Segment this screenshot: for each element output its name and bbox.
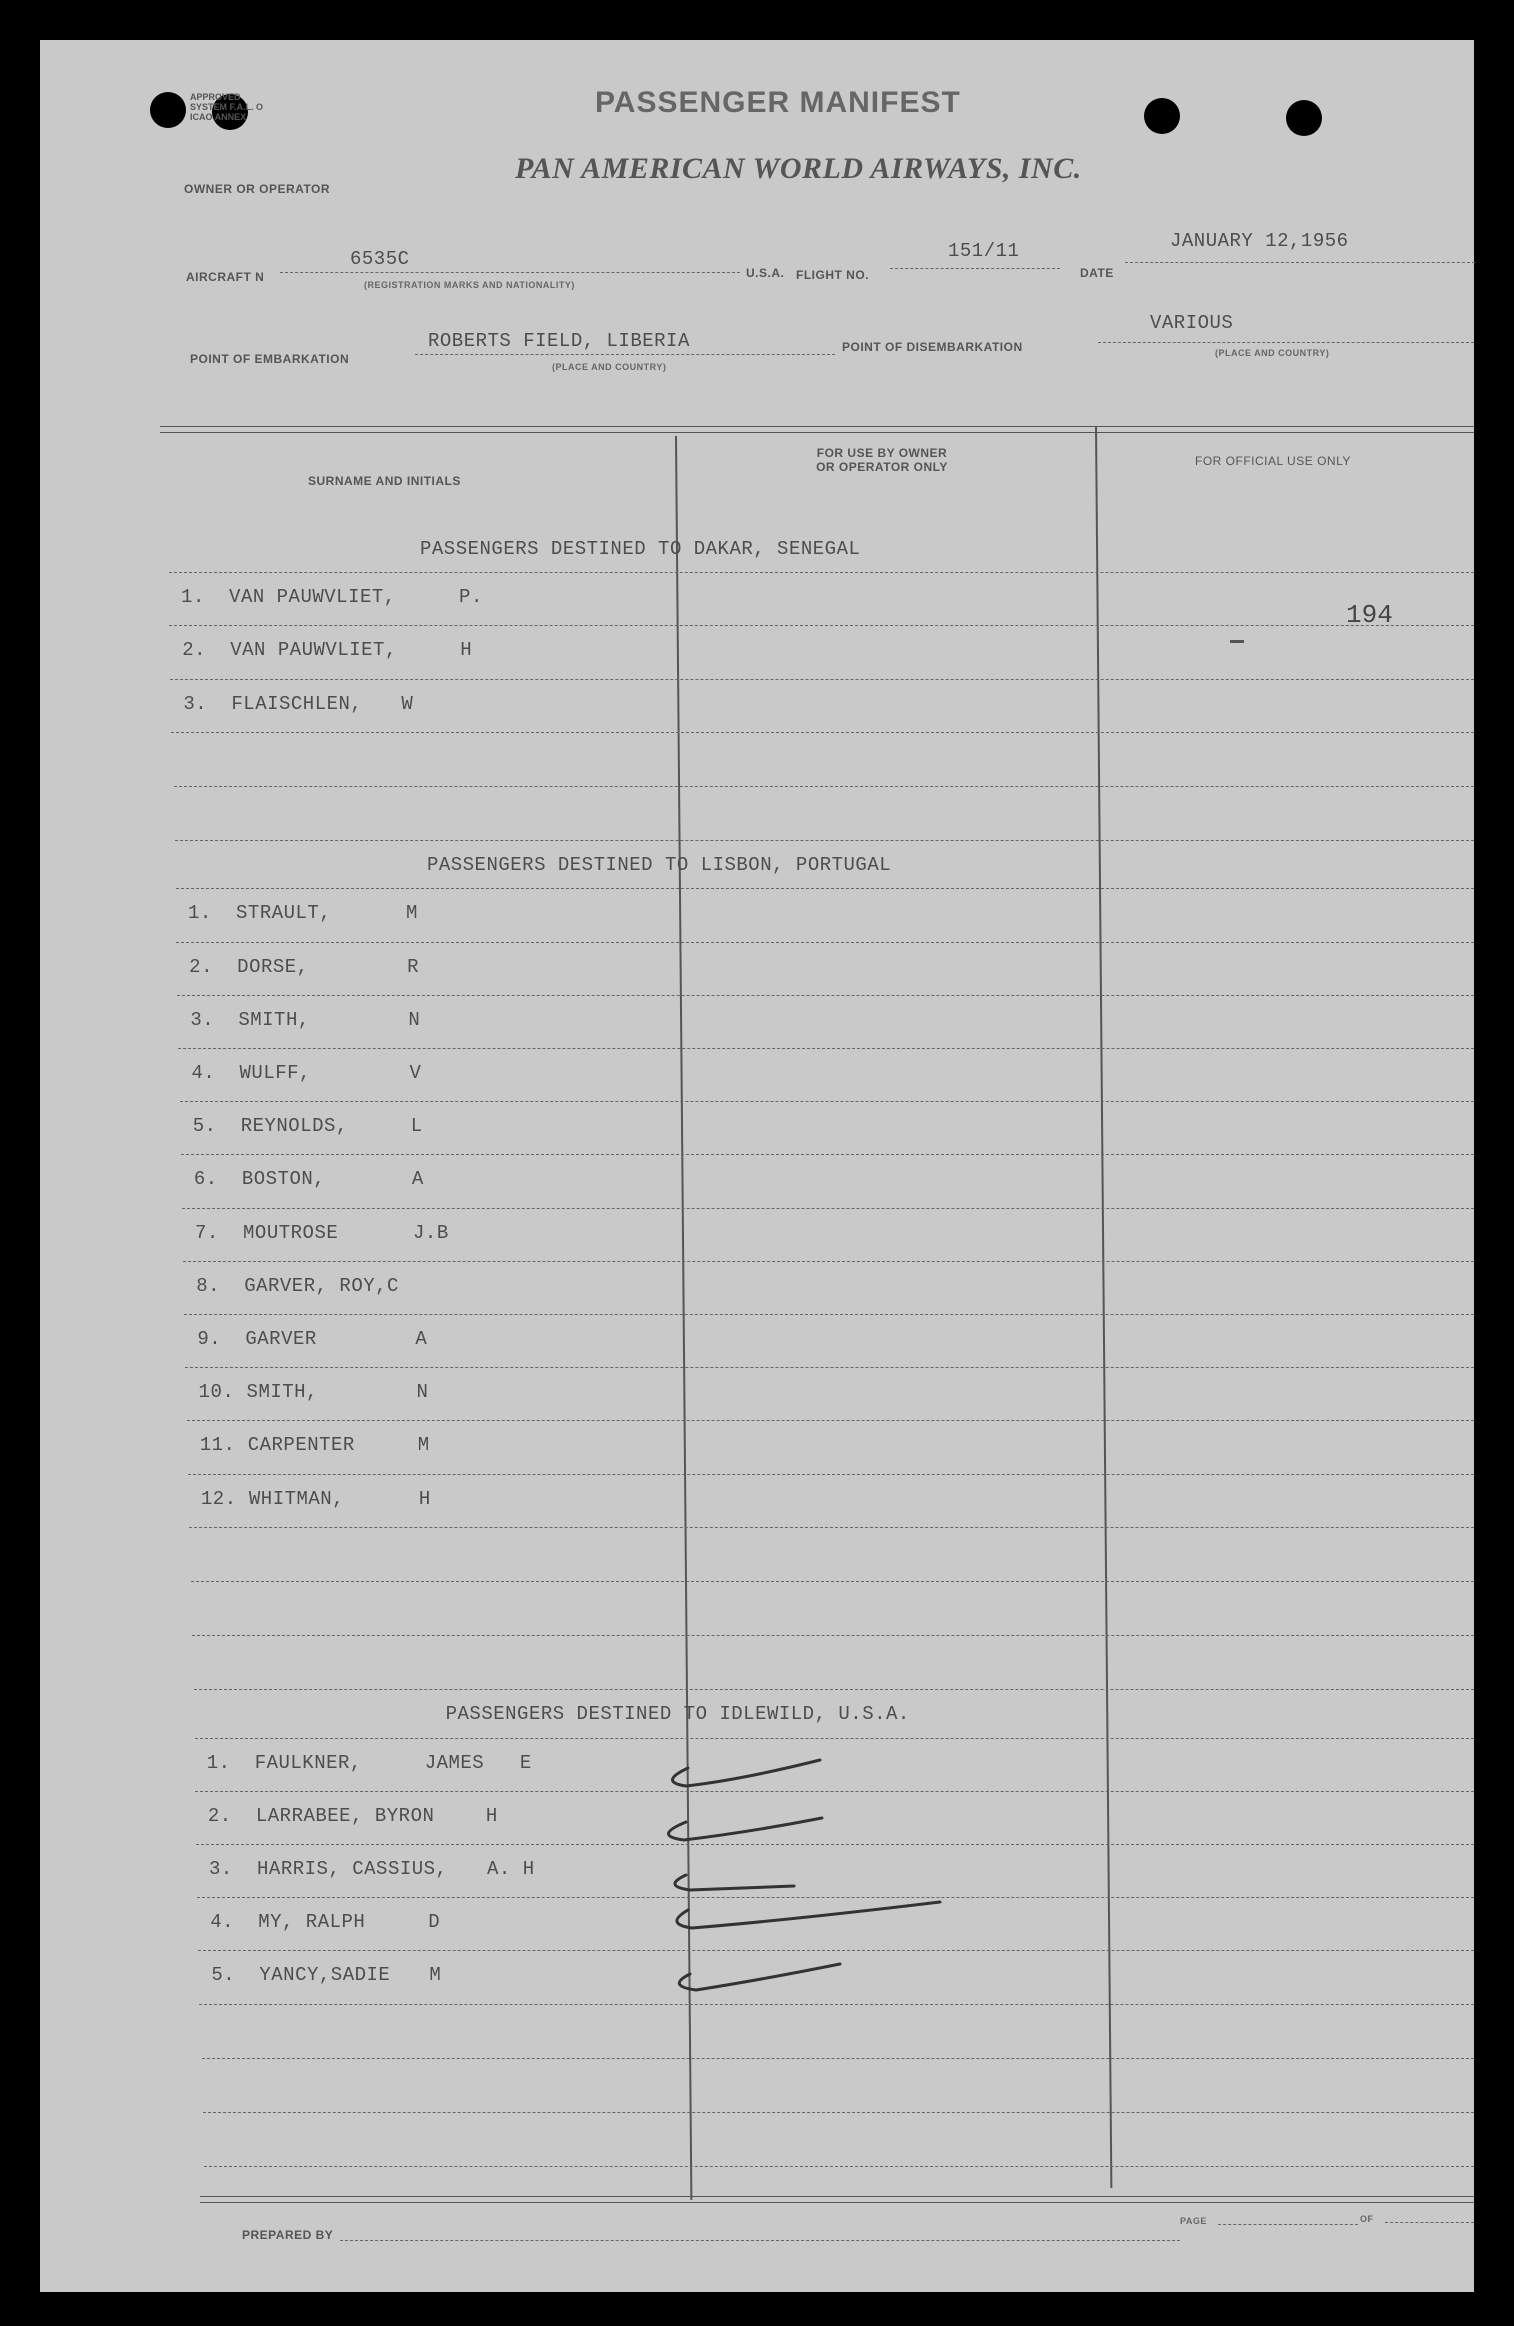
passenger-name: DORSE, (237, 955, 309, 978)
passenger-name: SMITH, (238, 1008, 310, 1031)
col-owner-use (792, 446, 972, 474)
page-line (1218, 2224, 1358, 2225)
punch-hole-4 (1286, 100, 1322, 136)
passenger-number: 12. (200, 1487, 237, 1510)
group-heading: PASSENGERS DESTINED TO DAKAR, SENEGAL (420, 538, 861, 560)
check-mark-4 (677, 1902, 940, 1928)
passenger-number: 3. (183, 692, 208, 715)
row-rule (169, 625, 1474, 626)
passenger-number: 10. (198, 1381, 235, 1404)
date-line (1125, 262, 1475, 263)
passenger-initial: N (416, 1381, 429, 1404)
aircraft-line (280, 272, 740, 273)
passenger-name: VAN PAUWVLIET, (230, 639, 397, 662)
row-rule (194, 1689, 1474, 1690)
passenger-number: 2. (207, 1804, 232, 1827)
aircraft-nation: U.S.A. (746, 266, 785, 280)
passenger-name: FAULKNER, (254, 1751, 362, 1774)
aircraft-sub: (REGISTRATION MARKS AND NATIONALITY) (364, 280, 575, 290)
of-line (1385, 2222, 1474, 2223)
passenger-name: SMITH, (246, 1381, 318, 1404)
punch-hole-1 (150, 92, 186, 128)
passenger-initial: H (485, 1804, 498, 1827)
group-heading: PASSENGERS DESTINED TO LISBON, PORTUGAL (426, 854, 892, 877)
passenger-number: 7. (195, 1221, 219, 1244)
row-rule (178, 1048, 1474, 1049)
passenger-name: CARPENTER (247, 1434, 355, 1457)
flight-number: 151/11 (948, 240, 1020, 262)
row-rule (204, 2166, 1474, 2167)
page-stamp-number: 194 (1346, 600, 1393, 630)
passenger-initial: L (410, 1115, 423, 1138)
row-rule (189, 1527, 1474, 1528)
passenger-initial: H (460, 639, 473, 662)
passenger-name: GARVER, ROY,C (244, 1274, 399, 1297)
row-rule (183, 1261, 1474, 1262)
form-title: PASSENGER MANIFEST (595, 86, 961, 119)
row-rule (175, 840, 1474, 841)
passenger-number: 4. (210, 1911, 235, 1934)
disembark-sub: (PLACE AND COUNTRY) (1215, 348, 1330, 358)
check-mark-3 (675, 1875, 794, 1890)
passenger-number: 11. (199, 1434, 236, 1457)
row-rule (185, 1367, 1474, 1368)
table-bottom-rule-2 (200, 2202, 1474, 2203)
col-owner-use-line2: OR OPERATOR ONLY (816, 460, 948, 474)
flight-line (890, 268, 1060, 269)
row-rule (174, 786, 1474, 787)
passenger-name: FLAISCHLEN, (231, 692, 363, 715)
punch-hole-3 (1144, 98, 1180, 134)
row-rule (188, 1474, 1474, 1475)
embark-line (415, 354, 835, 355)
date-label: DATE (1080, 266, 1114, 280)
passenger-name: BOSTON, (241, 1168, 326, 1191)
row-rule (195, 1738, 1474, 1739)
check-marks (640, 1740, 1040, 2020)
passenger-name: LARRABEE, BYRON (255, 1804, 435, 1827)
approval-line: APPROVED (190, 92, 241, 102)
row-rule (192, 1635, 1474, 1636)
approval-stamp (190, 92, 263, 122)
passenger-number: 1. (206, 1751, 231, 1774)
group-heading: PASSENGERS DESTINED TO IDLEWILD, U.S.A. (445, 1703, 910, 1726)
company-name: PAN AMERICAN WORLD AIRWAYS, INC. (515, 152, 1082, 185)
row-rule (182, 1208, 1474, 1209)
passenger-number: 3. (190, 1008, 215, 1031)
approval-line: SYSTEM F.A.L. O (190, 102, 264, 112)
row-rule (187, 1420, 1474, 1421)
disembark-label: POINT OF DISEMBARKATION (842, 340, 1023, 354)
passenger-initial: A. H (487, 1858, 535, 1880)
passenger-number: 4. (191, 1062, 216, 1084)
row-rule (171, 732, 1474, 733)
table-bottom-rule (200, 2196, 1474, 2197)
passenger-name: GARVER (245, 1328, 317, 1350)
passenger-name: MOUTROSE (243, 1221, 339, 1244)
col-owner-use-line1: FOR USE BY OWNER (816, 446, 948, 460)
table-top-rule-2 (160, 432, 1474, 433)
row-rule (169, 572, 1474, 573)
row-rule (202, 2058, 1474, 2059)
row-rule (180, 1101, 1474, 1102)
passenger-initial: M (429, 1964, 442, 1987)
passenger-initial: J.B (413, 1221, 449, 1244)
passenger-initial: M (417, 1434, 430, 1457)
passenger-name: MY, RALPH (258, 1911, 366, 1934)
disembark-line (1098, 342, 1474, 343)
embark-value: ROBERTS FIELD, LIBERIA (428, 330, 690, 352)
passenger-initial: W (401, 692, 414, 715)
passenger-number: 6. (193, 1168, 218, 1191)
owner-label: OWNER OR OPERATOR (184, 182, 331, 196)
embark-label: POINT OF EMBARKATION (190, 352, 350, 366)
passenger-initial: V (409, 1062, 422, 1084)
passenger-number: 9. (197, 1328, 222, 1350)
embark-sub: (PLACE AND COUNTRY) (552, 362, 667, 372)
passenger-name: REYNOLDS, (240, 1115, 348, 1138)
passenger-initial: A (411, 1168, 424, 1191)
col-official: FOR OFFICIAL USE ONLY (1195, 454, 1351, 468)
passenger-name: STRAULT, (236, 902, 332, 925)
row-rule (176, 888, 1474, 889)
check-mark-2 (668, 1818, 822, 1840)
check-mark-5 (679, 1964, 840, 1990)
passenger-initial: N (408, 1008, 421, 1031)
passenger-number: 1. (181, 586, 205, 609)
passenger-name: VAN PAUWVLIET, (229, 586, 396, 609)
passenger-initial: M (406, 902, 418, 925)
prepared-label: PREPARED BY (242, 2228, 334, 2242)
passenger-initial: A (415, 1328, 428, 1350)
passenger-number: 2. (189, 955, 213, 978)
approval-line: ICAO ANNEX (190, 112, 247, 122)
row-rule (181, 1154, 1474, 1155)
passenger-name: WHITMAN, (248, 1487, 345, 1510)
row-rule (177, 995, 1474, 996)
passenger-name: WULFF, (239, 1062, 311, 1084)
manifest-page (40, 40, 1474, 2292)
passenger-number: 5. (211, 1964, 236, 1987)
table-top-rule (160, 426, 1474, 427)
of-label: OF (1360, 2214, 1374, 2224)
col-surname: SURNAME AND INITIALS (308, 474, 461, 488)
flight-label: FLIGHT NO. (796, 268, 869, 282)
row-rule (203, 2112, 1474, 2113)
passenger-initial: JAMES E (424, 1751, 532, 1774)
passenger-initial: P. (459, 586, 483, 609)
row-rule (170, 679, 1474, 680)
prepared-line (340, 2240, 1180, 2241)
passenger-number: 2. (182, 639, 207, 662)
aircraft-registration: 6535C (350, 248, 410, 270)
row-rule (191, 1581, 1474, 1582)
row-rule (184, 1314, 1474, 1315)
aircraft-label: AIRCRAFT N (186, 270, 265, 284)
passenger-number: 8. (196, 1274, 221, 1297)
page-stamp-dash (1230, 640, 1244, 643)
passenger-number: 1. (188, 902, 212, 925)
passenger-initial: H (418, 1487, 431, 1510)
passenger-name: YANCY,SADIE (259, 1964, 391, 1987)
passenger-number: 5. (192, 1115, 217, 1138)
flight-date: JANUARY 12,1956 (1170, 230, 1349, 252)
check-mark-1 (672, 1760, 820, 1786)
disembark-value: VARIOUS (1150, 312, 1234, 334)
col-divider-2 (1095, 426, 1112, 2188)
passenger-initial: D (428, 1911, 441, 1934)
passenger-number: 3. (209, 1858, 233, 1880)
row-rule (176, 942, 1474, 943)
page-label: PAGE (1180, 2216, 1207, 2226)
passenger-initial: R (407, 955, 420, 978)
passenger-name: HARRIS, CASSIUS, (257, 1858, 448, 1880)
